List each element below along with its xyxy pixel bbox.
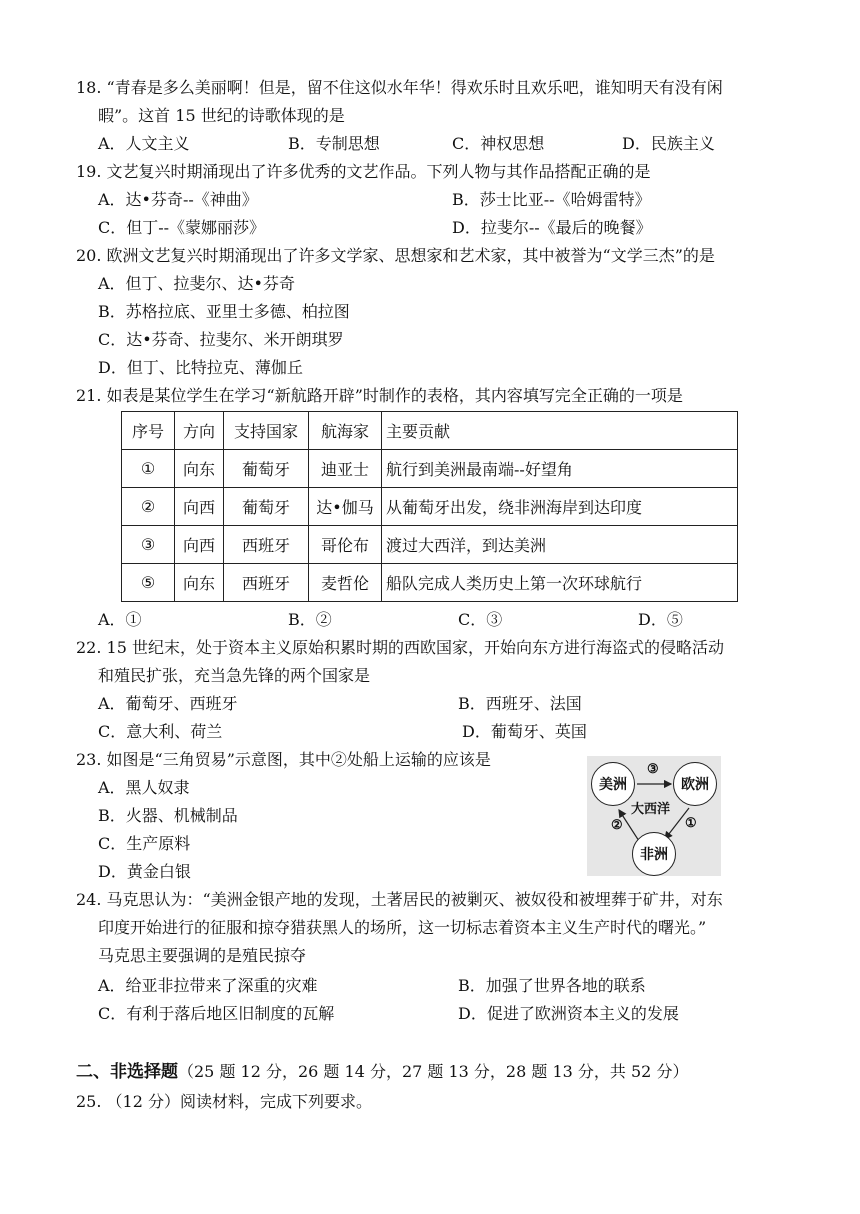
table-row	[122, 564, 738, 602]
route-1-label: ①	[685, 816, 697, 831]
q21-option-c: C．③	[458, 610, 503, 629]
q18-option-d: D．民族主义	[622, 134, 715, 153]
table-cell: ②	[122, 488, 175, 526]
table-cell: ⑤	[122, 564, 175, 602]
table-row	[122, 488, 738, 526]
node-americas: 美洲	[591, 762, 635, 806]
q20-stem: 20. 欧洲文艺复兴时期涌现出了许多文学家、思想家和艺术家，其中被誉为“文学三杰”的是	[76, 246, 715, 265]
q21-table	[121, 411, 738, 602]
table-header-cell: 支持国家	[224, 412, 309, 450]
table-cell: 达•伽马	[309, 488, 382, 526]
q18-line2: 暇”。这首 15 世纪的诗歌体现的是	[98, 106, 345, 125]
q20-option-b: B．苏格拉底、亚里士多德、柏拉图	[98, 302, 350, 321]
q24-line3: 马克思主要强调的是殖民掠夺	[98, 946, 307, 965]
table-header-cell: 航海家	[309, 412, 382, 450]
table-header-cell: 主要贡献	[382, 412, 738, 450]
q23-option-c: C．生产原料	[98, 834, 191, 853]
q24-line1: 24. 马克思认为：“美洲金银产地的发现，土著居民的被剿灭、被奴役和被埋葬于矿井，对东	[76, 890, 723, 909]
q22-option-a: A．葡萄牙、西班牙	[98, 694, 238, 713]
table-header-cell: 序号	[122, 412, 175, 450]
table-row	[122, 526, 738, 564]
q22-option-c: C．意大利、荷兰	[98, 722, 223, 741]
table-cell: 向东	[175, 450, 224, 488]
table-cell: 从葡萄牙出发，绕非洲海岸到达印度	[382, 488, 738, 526]
table-cell: 麦哲伦	[309, 564, 382, 602]
table-cell: 迪亚士	[309, 450, 382, 488]
table-cell: 渡过大西洋，到达美洲	[382, 526, 738, 564]
q19-option-a: A．达•芬奇--《神曲》	[98, 190, 258, 209]
table-cell: 葡萄牙	[224, 450, 309, 488]
table-header-row	[122, 412, 738, 450]
q23-option-a: A．黑人奴隶	[98, 778, 190, 797]
q22-line1: 22. 15 世纪末，处于资本主义原始积累时期的西欧国家，开始向东方进行海盗式的侵略活动	[76, 638, 724, 657]
q19-option-d: D．拉斐尔--《最后的晚餐》	[452, 218, 652, 237]
q24-option-a: A．给亚非拉带来了深重的灾难	[98, 976, 318, 995]
q18-option-a: A．人文主义	[98, 134, 190, 153]
table-cell: 向西	[175, 488, 224, 526]
table-cell: 航行到美洲最南端--好望角	[382, 450, 738, 488]
q19-stem: 19. 文艺复兴时期涌现出了许多优秀的文艺作品。下列人物与其作品搭配正确的是	[76, 162, 651, 181]
q19-option-b: B．莎士比亚--《哈姆雷特》	[452, 190, 651, 209]
node-europe: 欧洲	[673, 762, 717, 806]
q25-stem: 25. （12 分）阅读材料，完成下列要求。	[76, 1092, 372, 1111]
q24-option-c: C．有利于落后地区旧制度的瓦解	[98, 1004, 335, 1023]
table-cell: ③	[122, 526, 175, 564]
table-cell: 船队完成人类历史上第一次环球航行	[382, 564, 738, 602]
q20-option-c: C．达•芬奇、拉斐尔、米开朗琪罗	[98, 330, 344, 349]
triangle-trade-diagram	[587, 756, 721, 876]
q21-stem: 21. 如表是某位学生在学习“新航路开辟”时制作的表格，其内容填写完全正确的一项是	[76, 386, 683, 405]
section-note: （25 题 12 分，26 题 14 分，27 题 13 分，28 题 13 分，共 52 分）	[178, 1062, 689, 1081]
q22-option-b: B．西班牙、法国	[458, 694, 582, 713]
q23-stem: 23. 如图是“三角贸易”示意图，其中②处船上运输的应该是	[76, 750, 491, 769]
table-cell: 向西	[175, 526, 224, 564]
atlantic-label: 大西洋	[631, 802, 671, 817]
table-cell: 西班牙	[224, 564, 309, 602]
table-row	[122, 450, 738, 488]
route-2-label: ②	[611, 818, 623, 833]
q24-option-b: B．加强了世界各地的联系	[458, 976, 646, 995]
q18-option-b: B．专制思想	[288, 134, 380, 153]
q19-option-c: C．但丁--《蒙娜丽莎》	[98, 218, 266, 237]
q24-option-d: D．促进了欧洲资本主义的发展	[458, 1004, 679, 1023]
q22-line2: 和殖民扩张，充当急先锋的两个国家是	[98, 666, 371, 685]
q20-option-d: D．但丁、比特拉克、薄伽丘	[98, 358, 303, 377]
q23-option-d: D．黄金白银	[98, 862, 191, 881]
q21-option-d: D．⑤	[638, 610, 683, 629]
q22-option-d: D．葡萄牙、英国	[462, 722, 587, 741]
node-africa: 非洲	[632, 832, 676, 876]
q21-option-b: B．②	[288, 610, 332, 629]
table-cell: 葡萄牙	[224, 488, 309, 526]
table-header-cell: 方向	[175, 412, 224, 450]
table-cell: 西班牙	[224, 526, 309, 564]
q18-option-c: C．神权思想	[452, 134, 545, 153]
q20-option-a: A．但丁、拉斐尔、达•芬奇	[98, 274, 295, 293]
table-cell: 向东	[175, 564, 224, 602]
route-3-label: ③	[647, 762, 659, 777]
table-cell: 哥伦布	[309, 526, 382, 564]
section-heading	[76, 1061, 688, 1083]
q24-line2: 印度开始进行的征服和掠夺猎获黑人的场所，这一切标志着资本主义生产时代的曙光。”	[98, 918, 707, 937]
section-title: 二、非选择题	[76, 1062, 178, 1082]
q18-line1: 18. “青春是多么美丽啊！但是，留不住这似水年华！得欢乐时且欢乐吧，谁知明天有没有闲	[76, 78, 723, 97]
table-cell: ①	[122, 450, 175, 488]
q23-option-b: B．火器、机械制品	[98, 806, 238, 825]
q21-option-a: A．①	[98, 610, 142, 629]
